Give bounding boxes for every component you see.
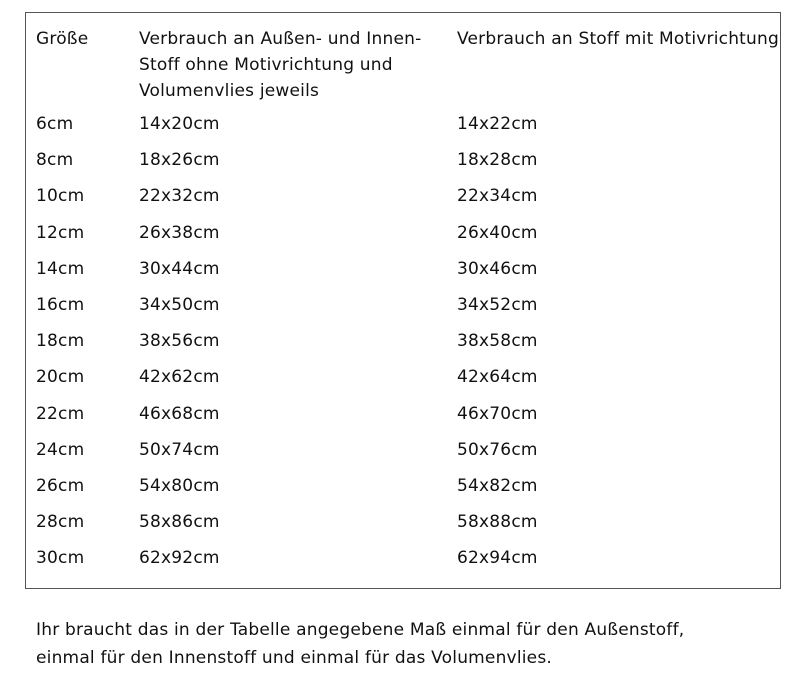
table-row: [26, 215, 780, 251]
table-row: [26, 106, 780, 142]
cell-size: 16cm: [36, 294, 85, 315]
header-consumption-motif: Verbrauch an Stoff mit Motivrichtung: [457, 29, 779, 49]
cell-size: 8cm: [36, 150, 74, 171]
table-body: [26, 106, 780, 576]
cell-consumption-motif: 22x34cm: [457, 186, 538, 207]
cell-size: 26cm: [36, 475, 85, 496]
fabric-table-frame: [25, 12, 781, 589]
cell-consumption-motif: 58x88cm: [457, 512, 538, 533]
cell-size: 30cm: [36, 548, 85, 569]
cell-consumption-plain: 54x80cm: [139, 475, 220, 496]
header-consumption-plain: Verbrauch an Außen- und Innen-Stoff ohne Motivrichtung und Volumenvlies jeweils: [139, 29, 422, 101]
table-row: [26, 540, 780, 576]
cell-size: 28cm: [36, 512, 85, 533]
table-row: [26, 504, 780, 540]
cell-consumption-plain: 18x26cm: [139, 150, 220, 171]
table-row: [26, 359, 780, 395]
cell-consumption-motif: 50x76cm: [457, 439, 538, 460]
cell-consumption-plain: 22x32cm: [139, 186, 220, 207]
fabric-consumption-table: [26, 13, 780, 576]
header-size: Größe: [36, 29, 89, 49]
cell-consumption-plain: 42x62cm: [139, 367, 220, 388]
table-row: [26, 251, 780, 287]
table-row: [26, 468, 780, 504]
cell-size: 10cm: [36, 186, 85, 207]
cell-size: 20cm: [36, 367, 85, 388]
cell-consumption-motif: 62x94cm: [457, 548, 538, 569]
cell-consumption-plain: 14x20cm: [139, 114, 220, 134]
cell-consumption-motif: 30x46cm: [457, 258, 538, 279]
cell-consumption-plain: 62x92cm: [139, 548, 220, 569]
cell-size: 14cm: [36, 258, 85, 279]
cell-size: 18cm: [36, 331, 85, 352]
cell-consumption-motif: 18x28cm: [457, 150, 538, 171]
cell-consumption-plain: 50x74cm: [139, 439, 220, 460]
cell-consumption-plain: 26x38cm: [139, 222, 220, 243]
cell-consumption-motif: 38x58cm: [457, 331, 538, 352]
usage-note-line-2: einmal für den Innenstoff und einmal für das Volumenvlies.: [36, 648, 552, 668]
cell-consumption-motif: 42x64cm: [457, 367, 538, 388]
cell-consumption-plain: 46x68cm: [139, 403, 220, 424]
cell-consumption-motif: 54x82cm: [457, 475, 538, 496]
cell-size: 12cm: [36, 222, 85, 243]
table-row: [26, 178, 780, 214]
cell-size: 22cm: [36, 403, 85, 424]
cell-consumption-plain: 30x44cm: [139, 258, 220, 279]
cell-size: 24cm: [36, 439, 85, 460]
table-row: [26, 432, 780, 468]
cell-consumption-plain: 58x86cm: [139, 512, 220, 533]
cell-consumption-motif: 26x40cm: [457, 222, 538, 243]
table-row: [26, 396, 780, 432]
table-row: [26, 323, 780, 359]
cell-consumption-plain: 38x56cm: [139, 331, 220, 352]
usage-note-line-1: Ihr braucht das in der Tabelle angegebene Maß einmal für den Außenstoff,: [36, 620, 685, 640]
cell-consumption-motif: 46x70cm: [457, 403, 538, 424]
table-row: [26, 287, 780, 323]
table-header-row: [26, 13, 780, 106]
usage-note: [36, 616, 776, 672]
cell-size: 6cm: [36, 114, 74, 134]
cell-consumption-motif: 34x52cm: [457, 294, 538, 315]
cell-consumption-plain: 34x50cm: [139, 294, 220, 315]
table-row: [26, 142, 780, 178]
cell-consumption-motif: 14x22cm: [457, 114, 538, 134]
